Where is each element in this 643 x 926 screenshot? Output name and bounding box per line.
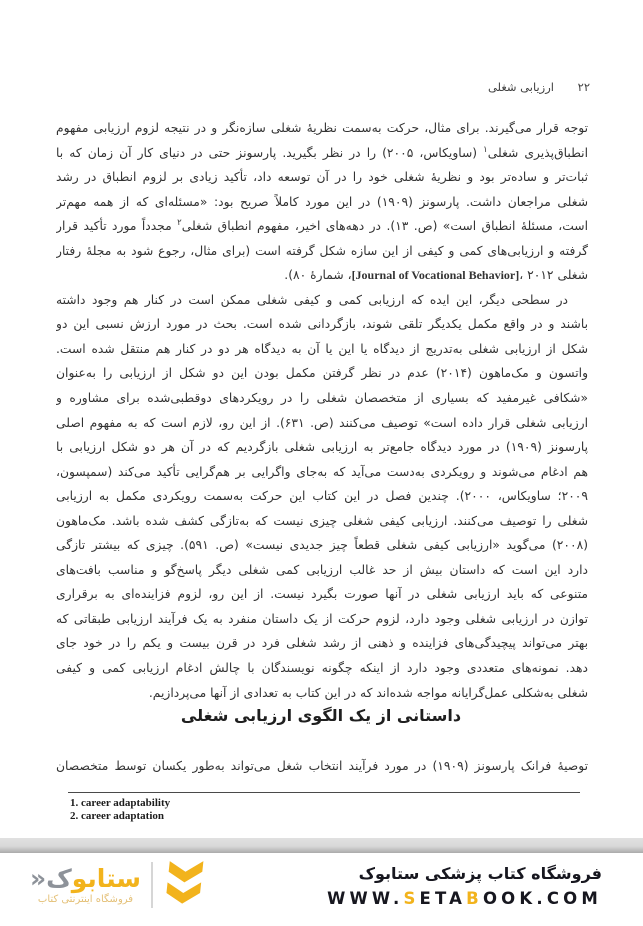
setabook-chevron-icon xyxy=(163,858,209,912)
store-url-part: ETA xyxy=(419,889,467,908)
body-text-line: ثبات‌تر و ساده‌تر بود و نظریهٔ شغلی خود را در آن توسعه داد، تأکید زیادی بر لزوم انطباق در رشد xyxy=(56,170,588,185)
store-url xyxy=(327,889,602,908)
body-text-line: دهد. نمونه‌های متعددی وجود دارد از اینکه چگونه نویسندگان با چالش ادغام ارزیابی کمی و کیفی xyxy=(56,661,588,676)
body-text-line: ارزیابی شغلی قرار داده است» توصیف می‌کنند (ص. ۶۳۱). از این رو، لازم است که به مفهوم اصلی xyxy=(56,415,588,430)
site-footer xyxy=(0,853,643,926)
body-text-line: دارد این است که داستان بیش از حد غالب ارزیابی کمی شغلی دیگر پاسخ‌گو و مناسب بافت‌های xyxy=(56,562,588,577)
footnotes-block xyxy=(70,797,170,822)
body-text-line: باشند و در واقع مکمل یکدیگر تلقی شوند، بازگردانی شده است. بحث در مورد ارزش نسبی این دو xyxy=(56,317,588,332)
body-text-line: متنوعی که باید ارزیابی شغلی در آنها صورت بگیرد نیست. از این رو، لزوم فزاینده‌ای به برقراری xyxy=(56,587,588,602)
body-text-line: واتسون و مک‌ماهون (۲۰۱۴) عدم در نظر گرفتن مکمل بودن این دو شکل از ارزیابی را به‌عنوان xyxy=(56,366,588,381)
body-text-line: توصیهٔ فرانک پارسونز (۱۹۰۹) در مورد فرآیند انتخاب شغل می‌تواند به‌طور یکسان توسط متخصصان xyxy=(56,759,588,773)
store-url-part: S xyxy=(403,889,420,908)
store-url-part: B xyxy=(466,889,483,908)
body-text-line: شغلی را توصیف می‌کنند. ارزیابی کیفی شغلی چیزی نیست که به‌تازگی کشف شده باشد. مک‌ماهون xyxy=(56,513,588,528)
body-text-line: توجه قرار می‌گیرند. برای مثال، حرکت به‌سمت نظریهٔ شغلی سازه‌نگر و در نتیجه لزوم ارزیابی مفهوم xyxy=(56,121,588,135)
logo-divider xyxy=(151,862,153,908)
footnote-reference: ۲ xyxy=(177,218,182,229)
store-title: فروشگاه کتاب پزشکی ستابوک xyxy=(358,864,602,883)
body-text-line: (۲۰۰۸) می‌گوید «ارزیابی کیفی شغلی قطعاً چیز جدیدی نیست» (ص. ۵۹۱). چیزی که بیشتر تازگی xyxy=(56,538,588,553)
after-heading-paragraph xyxy=(56,754,588,779)
body-text-line: هم ادغام می‌شوند و رویکردی به‌دست می‌آید که به‌جای واگرایی بر هم‌گرایی تأکید می‌کند (سمپسون، xyxy=(56,464,588,479)
body-text-line: است، مسئلهٔ انطباق است» (ص. ۱۳). در دهه‌های اخیر، مفهوم انطباق شغلی$^۲$ مجدداً مورد تأکید قرار xyxy=(56,218,588,234)
setabook-tagline: فروشگاه اینترنتی کتاب xyxy=(37,894,134,905)
setabook-logo-text xyxy=(30,865,141,905)
body-text-line: در سطحی دیگر، این ایده که ارزیابی کمی و کیفی شغلی ممکن است در کنار هم وجود داشته xyxy=(56,292,568,307)
footnote-line: 2. career adaptation xyxy=(70,809,164,822)
wordmark-gray-part: ک« xyxy=(30,864,72,893)
body-text-line: توازن در ارزیابی شغلی وجود دارد، لزوم حرکت از یک داستان منفرد به یک فرآیند ارزیابی طبقاتی که xyxy=(56,611,588,626)
body-text-line: «شکافی غیرمفید که بسیاری از متخصصان شغلی را در رویکردهای دوقطبی‌شده برای مشاوره و xyxy=(56,391,588,406)
body-text-block xyxy=(56,116,588,705)
footnote-line: 1. career adaptability xyxy=(70,797,171,809)
setabook-logo xyxy=(30,858,209,912)
store-url-part: WWW. xyxy=(327,889,404,908)
setabook-wordmark xyxy=(30,865,141,892)
footnote-divider xyxy=(68,792,580,793)
body-text-line: ۲۰۰۹؛ ساویکاس، ۲۰۰۰). چندین فصل در این کتاب این حرکت به‌سمت رویکردی مکمل به ارزیابی xyxy=(56,489,588,504)
scan-bottom-edge xyxy=(0,838,643,853)
running-title: ارزیابی شغلی xyxy=(487,80,554,94)
body-text-line: شغلی مراجعان داشت. پارسونز (۱۹۰۹) در این مورد کاملاً صریح بود: «مسئله‌ای که از همه مهم‌تر xyxy=(56,194,588,209)
body-text-line: پارسونز (۱۹۰۹) در مورد دیدگاه جامع‌تر به ارزیابی شغلی بازگردیم که در آن هر دو شکل ارزیابی با xyxy=(56,440,588,455)
page-number: ۲۲ xyxy=(577,80,590,94)
body-text-line: شکل از ارزیابی شغلی به‌تدریج از دیدگاه یا این یا آن به دیدگاه هر دو در کنار هم منتقل شده است. xyxy=(56,341,588,356)
running-head xyxy=(488,80,590,94)
store-url-part: OOK.COM xyxy=(482,889,602,908)
wordmark-yellow-part: ستابو xyxy=(71,864,141,893)
footer-branding-text xyxy=(327,864,602,908)
section-heading: داستانی از یک الگوی ارزیابی شغلی xyxy=(180,706,462,725)
footnote-reference: ۱ xyxy=(483,144,488,155)
body-text-line: بهتر می‌تواند پیچیدگی‌های فزاینده و ذهنی از رشد شغلی فرد در قرن بیست و یکم را در خود جای xyxy=(56,636,588,651)
body-text-line: انطباق‌پذیری شغلی$^۱$ (ساویکاس، ۲۰۰۵) را در نظر بگیرید. پارسونز حتی در دنیای کار آن زمان که با xyxy=(56,144,588,160)
body-text-line: شغلی [Journal of Vocational Behavior]، ۲۰۱۲، شمارهٔ ۸۰). xyxy=(284,268,588,283)
body-text-line: شغلی به‌شکلی عمل‌گرایانه مواجه شده‌اند که در این کتاب به تعدادی از آنها می‌پردازیم. xyxy=(148,685,588,700)
body-text-line: گرفته و ارزیابی‌های کمی و کیفی از این سازه شکل گرفته است (برای مثال، رجوع شود به مجلهٔ رفتار xyxy=(56,243,588,258)
